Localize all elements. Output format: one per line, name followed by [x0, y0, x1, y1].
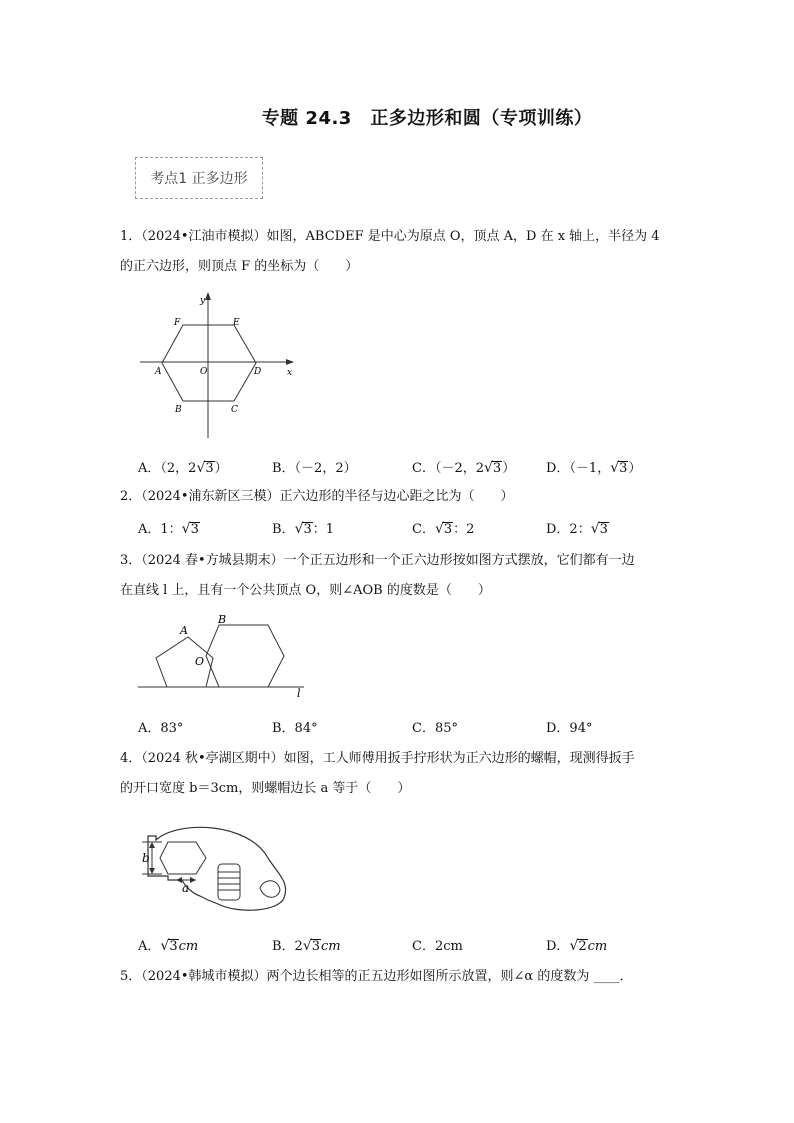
q3-option-b[interactable]: B．84° — [272, 721, 318, 736]
fig4-label-a: a — [182, 881, 190, 895]
fig1-label-a: A — [155, 367, 162, 377]
q3-text-line2: 在直线 l 上，且有一个公共顶点 O，则∠AOB 的度数是（ ） — [120, 583, 491, 598]
fig1-label-x: x — [287, 368, 293, 378]
q2-option-a[interactable]: A．1：√3 — [138, 521, 199, 537]
q2-option-d[interactable]: D．2：√3 — [546, 521, 608, 537]
fig1-label-o: O — [200, 367, 208, 377]
q1-option-a[interactable]: A．（2，2√3） — [138, 460, 228, 476]
fig3-label-a: A — [180, 624, 188, 637]
q1-option-c[interactable]: C．（－2，2√3） — [412, 460, 516, 476]
fig4-label-b: b — [142, 851, 150, 865]
q4-option-b[interactable]: B．2√3cm — [272, 938, 341, 954]
q3-option-c[interactable]: C．85° — [412, 721, 458, 736]
q2-text-line1: 2．（2024•浦东新区三模）正六边形的半径与边心距之比为（ ） — [120, 489, 514, 504]
q4-wrench-figure — [138, 818, 298, 918]
fig1-label-b: B — [175, 405, 182, 415]
q4-text-line1: 4．（2024 秋•亭湖区期中）如图，工人师傅用扳手拧形状为正六边形的螺帽，现测得扳手 — [120, 751, 635, 766]
q2-option-c[interactable]: C．√3：2 — [412, 521, 475, 537]
fig1-label-f: F — [174, 318, 181, 328]
q4-option-a[interactable]: A．√3cm — [138, 938, 199, 954]
fig1-label-d: D — [254, 367, 262, 377]
fig1-label-y: y — [200, 296, 206, 306]
section-label: 考点1 正多边形 — [135, 157, 263, 199]
q1-option-b[interactable]: B．（－2，2） — [272, 461, 357, 476]
q4-option-c[interactable]: C．2cm — [412, 939, 463, 954]
q3-pentagon-hexagon-figure — [136, 612, 316, 698]
q1-text-line1: 1．（2024•江油市模拟）如图，ABCDEF 是中心为原点 O，顶点 A，D 在 x 轴上，半径为 4 — [120, 229, 660, 244]
fig3-label-b: B — [218, 613, 227, 626]
q3-option-a[interactable]: A．83° — [138, 721, 184, 736]
q4-option-d[interactable]: D．√2cm — [546, 938, 608, 954]
page-title: 专题 24.3 正多边形和圆（专项训练） — [261, 108, 593, 129]
q3-option-d[interactable]: D．94° — [546, 721, 593, 736]
fig3-label-l: l — [297, 687, 301, 698]
q1-option-d[interactable]: D．（－1，√3） — [546, 460, 642, 476]
q5-text-line1: 5．（2024•韩城市模拟）两个边长相等的正五边形如图所示放置，则∠α 的度数为 ____． — [120, 969, 633, 984]
fig1-label-c: C — [231, 405, 238, 415]
fig1-label-e: E — [233, 318, 240, 328]
q2-option-b[interactable]: B．√3：1 — [272, 521, 335, 537]
q1-text-line2: 的正六边形，则顶点 F 的坐标为（ ） — [120, 259, 359, 274]
fig3-label-o: O — [195, 655, 205, 668]
q3-text-line1: 3．（2024 春•方城县期末）一个正五边形和一个正六边形按如图方式摆放，它们都有一边 — [120, 553, 635, 568]
q4-text-line2: 的开口宽度 b＝3cm，则螺帽边长 a 等于（ ） — [120, 781, 411, 796]
q1-hexagon-figure — [138, 292, 308, 442]
